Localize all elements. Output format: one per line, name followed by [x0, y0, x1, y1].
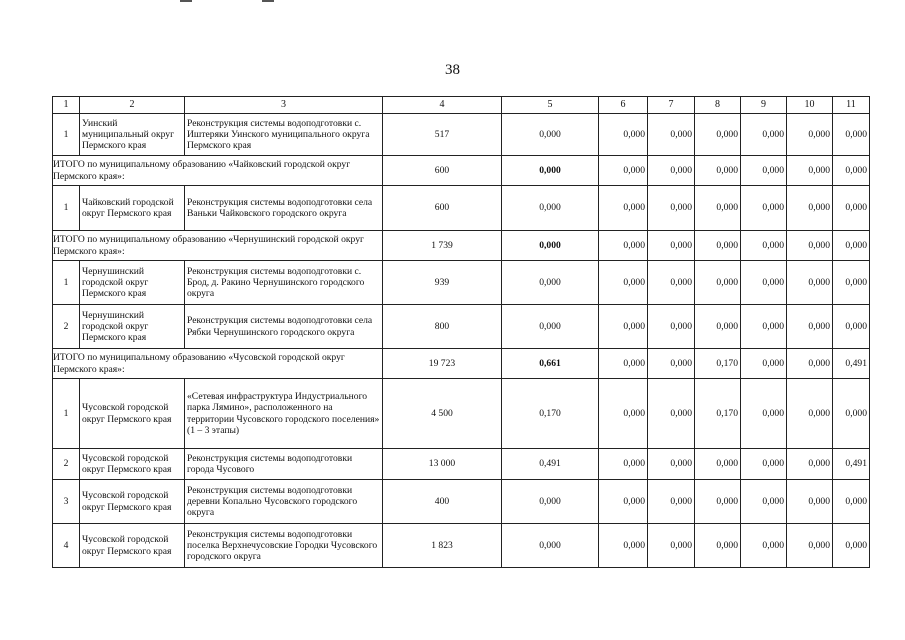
project-cell: «Сетевая инфраструктура Индустриального парка Лямино», расположенного на территории Чусовского городского поселения» (1 – 3 этапы) — [185, 379, 383, 449]
column-number: 1 — [53, 97, 80, 114]
scan-mark — [262, 0, 274, 2]
value-cell: 0,000 — [695, 231, 741, 261]
municipality-cell: Чернушинский городской округ Пермского края — [80, 261, 185, 305]
value-cell: 0,000 — [833, 114, 870, 156]
value-cell: 0,000 — [599, 156, 648, 186]
value-cell: 0,000 — [741, 524, 787, 568]
column-number: 10 — [787, 97, 833, 114]
value-cell: 0,000 — [787, 480, 833, 524]
table-row — [53, 379, 870, 449]
value-cell: 0,000 — [502, 114, 599, 156]
value-cell: 0,000 — [599, 449, 648, 480]
value-cell: 0,000 — [502, 305, 599, 349]
scan-mark — [180, 0, 192, 2]
value-cell: 0,170 — [502, 379, 599, 449]
column-number: 6 — [599, 97, 648, 114]
subtotal-label: ИТОГО по муниципальному образованию «Чусовской городской округ Пермского края»: — [53, 349, 383, 379]
subtotal-label: ИТОГО по муниципальному образованию «Чайковский городской округ Пермского края»: — [53, 156, 383, 186]
subtotal-row — [53, 349, 870, 379]
value-cell: 0,000 — [833, 379, 870, 449]
value-cell: 0,000 — [741, 261, 787, 305]
total-cost-cell: 800 — [383, 305, 502, 349]
column-number: 7 — [648, 97, 695, 114]
value-cell: 0,000 — [599, 524, 648, 568]
value-cell: 0,000 — [787, 114, 833, 156]
value-cell: 0,000 — [648, 156, 695, 186]
value-cell: 0,000 — [502, 186, 599, 231]
value-cell: 0,000 — [599, 186, 648, 231]
subtotal-row — [53, 231, 870, 261]
value-cell: 0,000 — [741, 449, 787, 480]
table-row — [53, 449, 870, 480]
value-cell: 0,000 — [787, 449, 833, 480]
column-number: 11 — [833, 97, 870, 114]
value-cell: 0,170 — [695, 349, 741, 379]
value-cell: 0,000 — [787, 524, 833, 568]
value-cell: 0,000 — [599, 305, 648, 349]
municipality-cell: Чусовской городской округ Пермского края — [80, 524, 185, 568]
row-number: 3 — [53, 480, 80, 524]
value-cell: 0,000 — [833, 261, 870, 305]
total-cost-cell: 517 — [383, 114, 502, 156]
value-cell: 0,000 — [833, 186, 870, 231]
column-number: 8 — [695, 97, 741, 114]
value-cell: 0,000 — [695, 156, 741, 186]
value-cell: 0,000 — [599, 114, 648, 156]
value-cell: 0,000 — [648, 480, 695, 524]
financing-table — [52, 96, 870, 568]
municipality-cell: Чернушинский городской округ Пермского края — [80, 305, 185, 349]
column-number: 9 — [741, 97, 787, 114]
value-cell: 0,000 — [502, 231, 599, 261]
value-cell: 0,661 — [502, 349, 599, 379]
total-cost-cell: 1 823 — [383, 524, 502, 568]
municipality-cell: Чусовской городской округ Пермского края — [80, 480, 185, 524]
value-cell: 0,000 — [599, 480, 648, 524]
value-cell: 0,000 — [787, 261, 833, 305]
value-cell: 0,000 — [741, 305, 787, 349]
value-cell: 0,000 — [695, 114, 741, 156]
municipality-cell: Чайковский городской округ Пермского края — [80, 186, 185, 231]
value-cell: 0,491 — [833, 349, 870, 379]
total-cost-cell: 400 — [383, 480, 502, 524]
value-cell: 0,000 — [648, 261, 695, 305]
column-number: 5 — [502, 97, 599, 114]
value-cell: 0,491 — [833, 449, 870, 480]
value-cell: 0,000 — [833, 231, 870, 261]
value-cell: 0,170 — [695, 379, 741, 449]
row-number: 1 — [53, 114, 80, 156]
total-cost-cell: 939 — [383, 261, 502, 305]
row-number: 2 — [53, 305, 80, 349]
value-cell: 0,000 — [695, 449, 741, 480]
value-cell: 0,000 — [599, 349, 648, 379]
value-cell: 0,000 — [648, 524, 695, 568]
value-cell: 0,491 — [502, 449, 599, 480]
value-cell: 0,000 — [695, 305, 741, 349]
value-cell: 0,000 — [695, 480, 741, 524]
project-cell: Реконструкция системы водоподготовки деревни Копально Чусовского городского округа — [185, 480, 383, 524]
column-number: 2 — [80, 97, 185, 114]
column-number-row — [53, 97, 870, 114]
value-cell: 0,000 — [695, 524, 741, 568]
column-number: 3 — [185, 97, 383, 114]
value-cell: 0,000 — [741, 480, 787, 524]
value-cell: 0,000 — [695, 186, 741, 231]
total-cost-cell: 1 739 — [383, 231, 502, 261]
value-cell: 0,000 — [741, 231, 787, 261]
value-cell: 0,000 — [648, 186, 695, 231]
value-cell: 0,000 — [599, 379, 648, 449]
value-cell: 0,000 — [787, 349, 833, 379]
total-cost-cell: 600 — [383, 156, 502, 186]
value-cell: 0,000 — [833, 524, 870, 568]
value-cell: 0,000 — [599, 261, 648, 305]
value-cell: 0,000 — [833, 156, 870, 186]
table-row — [53, 186, 870, 231]
value-cell: 0,000 — [741, 114, 787, 156]
project-cell: Реконструкция системы водоподготовки села Рябки Чернушинского городского округа — [185, 305, 383, 349]
table-row — [53, 524, 870, 568]
value-cell: 0,000 — [787, 379, 833, 449]
value-cell: 0,000 — [648, 305, 695, 349]
value-cell: 0,000 — [502, 524, 599, 568]
value-cell: 0,000 — [787, 231, 833, 261]
municipality-cell: Чусовской городской округ Пермского края — [80, 379, 185, 449]
project-cell: Реконструкция системы водоподготовки с. Брод, д. Ракино Чернушинского городского округа — [185, 261, 383, 305]
value-cell: 0,000 — [741, 349, 787, 379]
row-number: 1 — [53, 186, 80, 231]
value-cell: 0,000 — [787, 156, 833, 186]
subtotal-label: ИТОГО по муниципальному образованию «Чернушинский городской округ Пермского края»: — [53, 231, 383, 261]
value-cell: 0,000 — [741, 379, 787, 449]
project-cell: Реконструкция системы водоподготовки села Ваньки Чайковского городского округа — [185, 186, 383, 231]
value-cell: 0,000 — [648, 379, 695, 449]
value-cell: 0,000 — [502, 261, 599, 305]
total-cost-cell: 13 000 — [383, 449, 502, 480]
municipality-cell: Чусовской городской округ Пермского края — [80, 449, 185, 480]
total-cost-cell: 4 500 — [383, 379, 502, 449]
municipality-cell: Уинский муниципальный округ Пермского края — [80, 114, 185, 156]
value-cell: 0,000 — [741, 156, 787, 186]
value-cell: 0,000 — [648, 349, 695, 379]
value-cell: 0,000 — [599, 231, 648, 261]
value-cell: 0,000 — [648, 449, 695, 480]
project-cell: Реконструкция системы водоподготовки поселка Верхнечусовские Городки Чусовского городского округа — [185, 524, 383, 568]
project-cell: Реконструкция системы водоподготовки с. Иштеряки Уинского муниципального округа Пермского края — [185, 114, 383, 156]
value-cell: 0,000 — [648, 231, 695, 261]
page-number: 38 — [445, 62, 460, 78]
row-number: 1 — [53, 261, 80, 305]
table-row — [53, 114, 870, 156]
table-body — [53, 97, 870, 568]
table-row — [53, 480, 870, 524]
value-cell: 0,000 — [648, 114, 695, 156]
value-cell: 0,000 — [833, 305, 870, 349]
table-row — [53, 261, 870, 305]
value-cell: 0,000 — [502, 480, 599, 524]
value-cell: 0,000 — [502, 156, 599, 186]
total-cost-cell: 600 — [383, 186, 502, 231]
total-cost-cell: 19 723 — [383, 349, 502, 379]
column-number: 4 — [383, 97, 502, 114]
table-row — [53, 305, 870, 349]
value-cell: 0,000 — [695, 261, 741, 305]
subtotal-row — [53, 156, 870, 186]
value-cell: 0,000 — [787, 305, 833, 349]
value-cell: 0,000 — [787, 186, 833, 231]
row-number: 2 — [53, 449, 80, 480]
row-number: 1 — [53, 379, 80, 449]
project-cell: Реконструкция системы водоподготовки города Чусового — [185, 449, 383, 480]
row-number: 4 — [53, 524, 80, 568]
value-cell: 0,000 — [741, 186, 787, 231]
value-cell: 0,000 — [833, 480, 870, 524]
